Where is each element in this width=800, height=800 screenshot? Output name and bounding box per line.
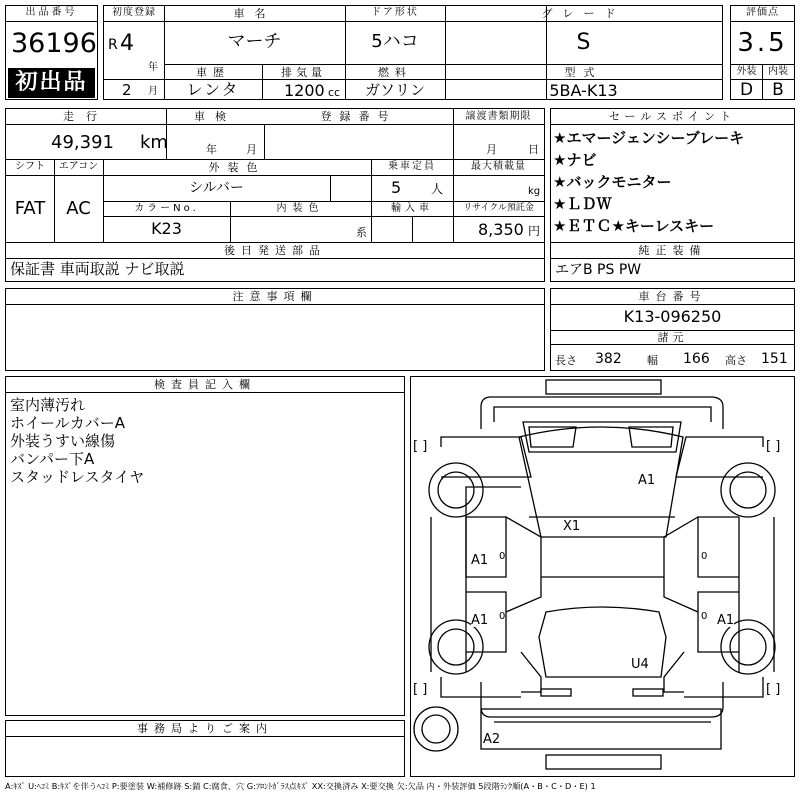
score-value: 3.5 [737,28,788,58]
intcolor-label: 内装色 [276,203,325,214]
score-box [730,5,795,100]
shift-value: FAT [14,198,46,219]
zero-mark-right-front: 0 [701,551,708,562]
cc-unit: cc [328,86,341,99]
wid-label: 幅 [647,354,658,367]
reg-era: R [108,37,118,53]
len-value: 382 [595,351,622,367]
reg-month: 2 [122,81,132,99]
dim-label: 諸元 [657,331,688,344]
damage-mark-right-rear-door: A1 [717,613,735,628]
car-outline [411,377,794,776]
transfer-day-unit: 日 [528,143,539,156]
int-label: 内装 [768,66,788,77]
colorno-label: カラーNo. [134,203,199,214]
model-value: 5BA-K13 [549,81,618,100]
reg-year: 4 [120,31,134,56]
history-label: 車歴 [196,66,230,79]
sales-box [550,108,795,282]
damage-mark-roof: A1 [638,473,656,488]
capacity-unit: 人 [431,182,444,196]
shift-label: シフト [15,161,45,172]
score-label: 評価点 [746,7,779,18]
later-parts-label: 後日発送部品 [224,244,326,257]
office-label: 事務局よりご案内 [137,722,273,735]
door-label: ドア形状 [371,7,419,18]
bracket-left-rear: [ ] [413,682,428,697]
inspector-line: 外装うすい線傷 [10,432,116,450]
damage-mark-left-front-door: A1 [471,553,489,568]
insp-year-unit: 年 [206,143,217,156]
inspection-label: 車検 [194,110,236,123]
office-box [5,720,405,777]
model-label: 型式 [564,66,603,79]
int-grade: B [772,80,784,100]
first-listing-badge: 初出品 [8,68,95,98]
wid-value: 166 [683,351,710,367]
lot-box [5,5,98,100]
bracket-right-rear: [ ] [766,682,781,697]
inspector-line: 室内薄汚れ [10,396,86,414]
bracket-right-front: [ ] [766,439,781,454]
len-label: 長さ [555,354,577,367]
car-diagram [410,376,795,777]
transfer-month-unit: 月 [486,143,497,156]
lot-label: 出品番号 [25,7,78,18]
capacity-label: 乗車定員 [388,161,436,172]
mileage-label: 走行 [63,110,109,123]
reg-month-unit: 月 [148,86,158,97]
chassis-box [550,288,795,371]
color-value: シルバー [189,180,244,196]
notes-box [5,288,545,371]
zero-mark-left-front: 0 [499,551,506,562]
damage-mark-hood: X1 [563,519,581,534]
reg-label: 初度登録 [112,7,156,18]
damage-mark-left-rear-door: A1 [471,613,489,628]
capacity-value: 5 [391,178,402,197]
chassis-label: 車台番号 [638,290,707,303]
car-name: マーチ [227,31,282,52]
inspector-line: スタッドレスタイヤ [10,468,145,486]
zero-mark-left-rear: 0 [499,611,506,622]
sales-label: セールスポイント [608,110,736,123]
car-name-label: 車名 [233,7,276,20]
import-label: 輸入車 [391,203,433,214]
mileage-value: 49,391 [51,132,114,153]
inspector-box [5,376,405,716]
km-unit: km [140,132,168,153]
recycle-label: リサイクル預託金 [463,203,534,213]
legend: A:ｷｽﾞ U:ﾍｺﾐ B:ｷｽﾞを伴うﾍｺﾐ P:要塗装 W:補修跡 S:錆 C:腐食、穴 G:ﾌﾛﾝﾄｶﾞﾗｽ点ｷｽﾞ XX:交換済み X:要交換 欠:欠品 内・外装評価 5段階ﾗﾝｸ順(A・B・C・D・E) 1 [5,781,596,791]
regno-label: 登録番号 [320,110,397,123]
grade-label: グレード [541,7,626,20]
zero-mark-right-rear: 0 [701,611,708,622]
reg-year-unit: 年 [148,62,158,73]
sales-item: ★ナビ [553,151,597,169]
hgt-label: 高さ [725,354,747,367]
ext-grade: D [739,80,754,100]
sales-item: ★ＥＴＣ★キーレスキー [553,217,715,235]
later-parts-value: 保証書 車両取説 ナビ取説 [10,260,185,278]
kei-unit: 系 [356,226,367,239]
inspector-line: ホイールカバーA [10,414,125,432]
hgt-value: 151 [761,351,788,367]
inspector-line: バンパー下A [10,450,95,468]
grade-value: S [576,30,591,55]
colorno-value: K23 [151,219,182,238]
damage-mark-trunk: U4 [631,657,649,672]
ac-label: エアコン [58,161,99,172]
fuel-label: 燃料 [378,66,412,79]
ac-value: AC [66,198,91,219]
sales-item: ★エマージェンシーブレーキ [553,129,745,147]
fuel-value: ガソリン [364,81,425,99]
sales-item: ★ＬＤＷ [553,195,612,213]
lot-number: 36196 [11,28,97,59]
color-label: 外装色 [208,161,266,174]
load-label: 最大積載量 [471,161,526,172]
yen-unit: 円 [528,224,541,238]
history-value: レンタ [186,80,240,99]
info-box [5,108,545,282]
bracket-left-front: [ ] [413,439,428,454]
notes-label: 注意事項欄 [232,290,318,303]
equipment-value: エアB PS PW [555,262,642,278]
door-shape: 5ハコ [371,31,419,52]
inspector-label: 検査員記入欄 [154,378,256,391]
recycle-value: 8,350 [478,220,524,239]
ext-label: 外装 [736,66,757,77]
main-header-box [103,5,723,100]
transfer-label: 譲渡書類期限 [465,111,532,122]
sales-item: ★バックモニター [553,173,672,191]
chassis-value: K13-096250 [623,307,722,326]
displacement-label: 排気量 [281,66,326,79]
insp-month-unit: 月 [246,143,257,156]
kg-unit: kg [528,186,541,197]
damage-mark-spare: A2 [483,732,501,747]
equipment-label: 純正装備 [638,244,707,257]
displacement-value: 1200 [284,81,325,100]
